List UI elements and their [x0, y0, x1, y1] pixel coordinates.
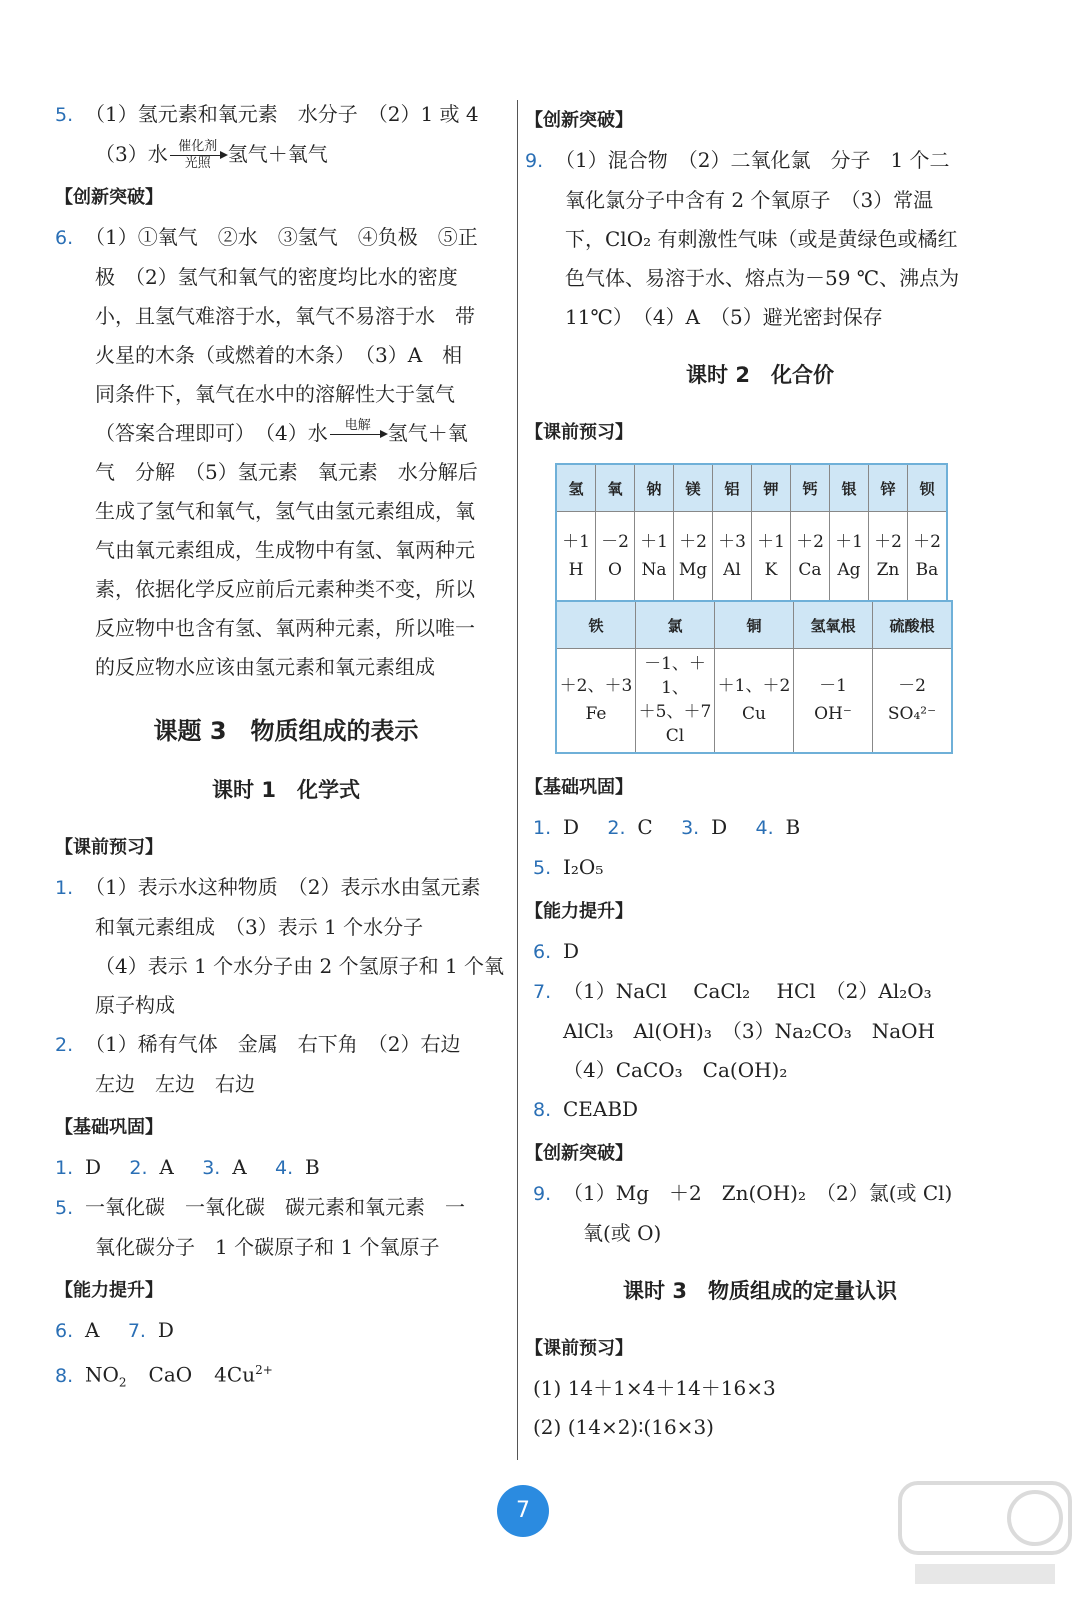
- section-heading: 【创新突破】: [55, 187, 163, 208]
- section-heading: 【课前预习】: [525, 422, 633, 443]
- answer-5: 5. I₂O₅: [533, 854, 604, 879]
- watermark-logo-icon: [895, 1478, 1075, 1593]
- answer-6: 6. D: [533, 938, 580, 963]
- answer-1: 1. （1）表示水这种物质 （2）表示水由氢元素: [55, 875, 481, 899]
- left-column: 5. （1）氢元素和氧元素 水分子 （2）1 或 4 （3）水 催化剂 光照 氢气＋氧气 【创新突破】 6. （1）①氧气 ②水 ③氢气 ④负极 ⑤正 极 （2）氢气和氧气的密度均比水的密度 小，且氢气难溶于水，氧气不易溶于水 带 火星的木条（或燃着的木条） （3）A 相 同条件下，氧气在水中的溶解性大于氢气 （答案合理即可） （4）水 电解 氢气＋氧 气 分解 （5）氢元素 氧元素 水分解后 生成了氢气和氧气，氢气由氢元素组成，氧 气由氧元素组成，生成物中有氢、氧两种元 素，依据化学反应前后元素种类不变，所以 反应物中也含有氢、氧两种元素，所以唯一 的反应物水应该由氢元素和氧元素组成 课题 3 物质组成的表示 课时 1 化学式 【课前预习】 1. （1）表示水这种物质 （2）表示水由氢元素 和氧元素组成 （3）表示 1 个水分子 （4）表示 1 个水分子由 2 个氢原子和 1 个氧 原子构成 2. （1）稀有气体 金属 右下角 （2）右边 左边 左边 右边 【基础巩固】 1. D 2. A 3. A 4. B 5. 一氧化碳 一氧化碳 碳元素和氧元素 一 氧化碳分子 1 个碳原子和 1 个氧原子 【能力提升】 6. A 7. D 8. $NO_2$ CaO $4Cu^{2+}$: [55, 95, 517, 1403]
- basic-answers: 1. D 2. C 3. D 4. B: [533, 814, 801, 839]
- section-heading: 【能力提升】: [525, 900, 633, 922]
- section-heading: 【创新突破】: [525, 1142, 633, 1164]
- answer-6-equation: （答案合理即可） （4）水 电解 氢气＋氧: [55, 414, 517, 453]
- section-heading: 【基础巩固】: [525, 776, 633, 798]
- page-number: 7: [497, 1485, 549, 1537]
- lesson-title: 课时 2 化合价: [686, 363, 834, 387]
- answer-6: 6. （1）①氧气 ②水 ③氢气 ④负极 ⑤正: [55, 225, 478, 249]
- calc-2: (2) (14×2)∶(16×3): [533, 1414, 714, 1439]
- lesson-title: 课时 3 物质组成的定量认识: [623, 1278, 897, 1303]
- topic-title: 课题 3 物质组成的表示: [153, 717, 419, 745]
- reaction-arrow: 催化剂 光照: [170, 140, 226, 171]
- answer-2: 2. （1）稀有气体 金属 右下角 （2）右边: [55, 1032, 461, 1056]
- column-divider: [517, 100, 518, 1460]
- answer-5: 5. （1）氢元素和氧元素 水分子 （2）1 或 4: [55, 102, 479, 126]
- valence-table-2: 铁 氯 铜 氢氧根 硫酸根 ＋2、＋3 Fe －1、＋1、 ＋5、＋7 Cl ＋1、＋2 Cu －1 OH⁻ －2 SO₄²⁻: [555, 600, 953, 754]
- section-heading: 【课前预习】: [55, 837, 163, 858]
- ability-answers: 6. A 7. D: [55, 1318, 174, 1342]
- answer-8: 8. $NO_2$ CaO $4Cu^{2+}$: [55, 1362, 273, 1390]
- section-heading: 【课前预习】: [525, 1337, 633, 1359]
- lesson-title: 课时 1 化学式: [212, 778, 360, 802]
- right-column: 【创新突破】 9. （1）混合物 （2）二氧化氯 分子 1 个二 氧化氯分子中含有 2 个氧原子 （3）常温 下，ClO₂ 有刺激性气味（或是黄绿色或橘红 色气体、易溶于水、熔点为－59 ℃、沸点为 11℃） （4）A （5）避光密封保存 课时 2 化合价 【课前预习】 氢 氧 钠 镁 铝 钾 钙 银 锌 钡 ＋1 H －2 O ＋1 Na ＋2 Mg ＋3 Al ＋1 K ＋2 Ca ＋1 Ag ＋2 Zn ＋2 Ba 铁 氯 铜 氢氧根 硫酸根 ＋2、＋3 Fe －1、＋1、 ＋5、＋7 Cl ＋1、＋2 Cu －1 OH⁻ －2 SO₄²⁻ 【基础巩固】 1. D 2. C 3. D 4. B 5. I₂O₅ 【能力提升】 6. D 7. （1）NaCl CaCl₂ HCl （2）Al₂O₃ AlCl₃ Al(OH)₃ （3）Na₂CO₃ NaOH （4）CaCO₃ Ca(OH)₂ 8. CEABD 【创新突破】 9. （1）Mg ＋2 Zn(OH)₂ （2）氯(或 Cl) 氧(或 O) 课时 3 物质组成的定量认识 【课前预习】 (1) 14＋1×4＋14＋16×3 (2) (14×2)∶(16×3): [525, 95, 995, 1447]
- valence-table-1: 氢 氧 钠 镁 铝 钾 钙 银 锌 钡 ＋1 H －2 O ＋1 Na ＋2 Mg ＋3 Al ＋1 K ＋2 Ca ＋1 Ag ＋2 Zn ＋2 Ba: [555, 463, 948, 602]
- reaction-arrow: 电解: [330, 419, 386, 450]
- answer-5-equation: （3）水 催化剂 光照 氢气＋氧气: [95, 139, 328, 171]
- section-heading: 【创新突破】: [525, 110, 633, 131]
- calc-1: (1) 14＋1×4＋14＋16×3: [533, 1375, 776, 1400]
- section-heading: 【能力提升】: [55, 1280, 163, 1301]
- answer-8: 8. CEABD: [533, 1096, 639, 1121]
- answer-9: 9. （1）混合物 （2）二氧化氯 分子 1 个二: [525, 148, 950, 172]
- answer-7: 7. （1）NaCl CaCl₂ HCl （2）Al₂O₃: [533, 978, 932, 1003]
- basic-answers: 1. D 2. A 3. A 4. B: [55, 1155, 320, 1179]
- answer-5b: 5. 一氧化碳 一氧化碳 碳元素和氧元素 一: [55, 1195, 465, 1219]
- answer-9b: 9. （1）Mg ＋2 Zn(OH)₂ （2）氯(或 Cl): [533, 1180, 953, 1205]
- section-heading: 【基础巩固】: [55, 1117, 163, 1138]
